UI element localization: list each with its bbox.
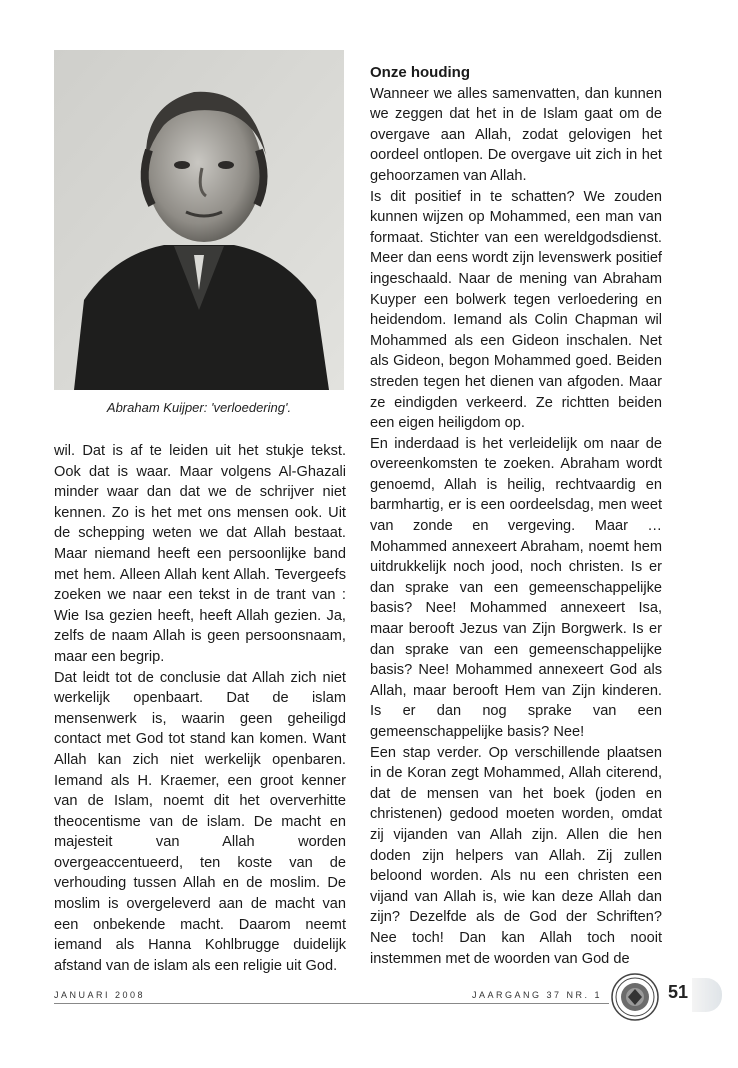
left-paragraph: Dat leidt tot de conclusie dat Allah zich niet werkelijk openbaart. Dat de islam mensenwerk is, waarin geen geheiligd contact met God tot stand kan komen. Want Allah kan zich niet werkelijk openbaren. Iemand als H. Kraemer, een groot kenner van de Islam, noemt dit het oververhitte theocentisme van de islam. De macht en majesteit van Allah worden overgeaccentueerd, ten koste van de verhouding tussen Allah en de moslim. De moslim is overgeleverd aan de macht van een onbekende macht. Daarom neemt iemand als Hanna Kohlbrugge duidelijk afstand van de islam als een religie uit God.: [54, 669, 346, 974]
portrait-photo: [54, 50, 344, 390]
section-heading: Onze houding: [370, 64, 470, 81]
right-paragraph: Is dit positief in te schatten? We zouden kunnen wijzen op Mohammed, een man van formaat. Stichter van een wereldgodsdienst. Meer dan eens wordt zijn levenswerk positief ingeschaald. Naar de mening van Abraham Kuyper een bolwerk tegen verloedering en heidendom. Iemand als Colin Chapman wil Mohammed als een Gideon inschalen. Net als Gideon, begon Mohammed goed. Beiden streden tegen het dienen van afgoden. Maar ze eindigden verkeerd. Ze richtten beiden een eigen heiligdom op.: [370, 188, 662, 432]
footer-date: JANUARI 2008: [54, 990, 146, 1000]
right-paragraph: Een stap verder. Op verschillende plaatsen in de Koran zegt Mohammed, Allah citerend, dat de mensen van het boek (joden en christenen) gedood moeten worden, omdat zij vijanden van Allah zijn. Allen die hen doden zijn helpers van Allah. Zij zullen beloond worden. Als nu een christen een vijand van Allah is, wie kan deze Allah dan zijn? Dezelfde als de God der Schriften? Nee toch! Dan kan Allah toch nooit instemmen met de woorden van God de: [370, 744, 662, 967]
page-tab: [692, 978, 722, 1012]
right-column: [370, 63, 662, 969]
right-paragraph: En inderdaad is het verleidelijk om naar de overeenkomsten te zoeken. Abraham wordt genoemd, Allah is heilig, rechtvaardig en barmhartig, er is een oordeelsdag, men weet van zonde en vergeving. Maar … Mohammed annexeert Abraham, noemt hem uitdrukkelijk noch jood, noch christen. Is er dan sprake van een gemeenschappelijke basis? Nee! Mohammed annexeert Isa, maar berooft Jezus van Zijn Borgwerk. Is er dan sprake van een gemeenschappelijke basis? Nee! Mohammed annexeert God als Allah, maar berooft Hem van Zijn kinderen. Is er dan nog sprake van een gemeenschappelijke basis? Nee!: [370, 435, 662, 740]
page-number: 51: [668, 982, 689, 1002]
magazine-emblem-icon: [610, 972, 660, 1022]
left-paragraph: wil. Dat is af te leiden uit het stukje tekst. Ook dat is waar. Maar volgens Al-Ghazali minder waar dan dat we de schrijver niet kennen. Zo is het met ons mensen ook. Uit de schepping weten we dat Allah bestaat. Maar niemand heeft een persoonlijke band met hem. Alleen Allah kent Allah. Tevergeefs zoeken we naar een tekst in de trant van : Wie Isa gezien heeft, heeft Allah gezien. Ja, zelfs de naam Allah is geen persoonsnaam, maar een begrip.: [54, 443, 346, 665]
left-column: [54, 441, 346, 976]
footer-rule: [54, 1003, 609, 1004]
right-paragraph: Wanneer we alles samenvatten, dan kunnen we zeggen dat het in de Islam gaat om de overgave aan Allah, zodat gelovigen het oordeel ontlopen. De overgave uit zich in het gehoorzamen van Allah.: [370, 85, 662, 184]
photo-caption: Abraham Kuijper: 'verloedering'.: [106, 400, 292, 415]
footer-issue: JAARGANG 37 NR. 1: [471, 990, 602, 1000]
